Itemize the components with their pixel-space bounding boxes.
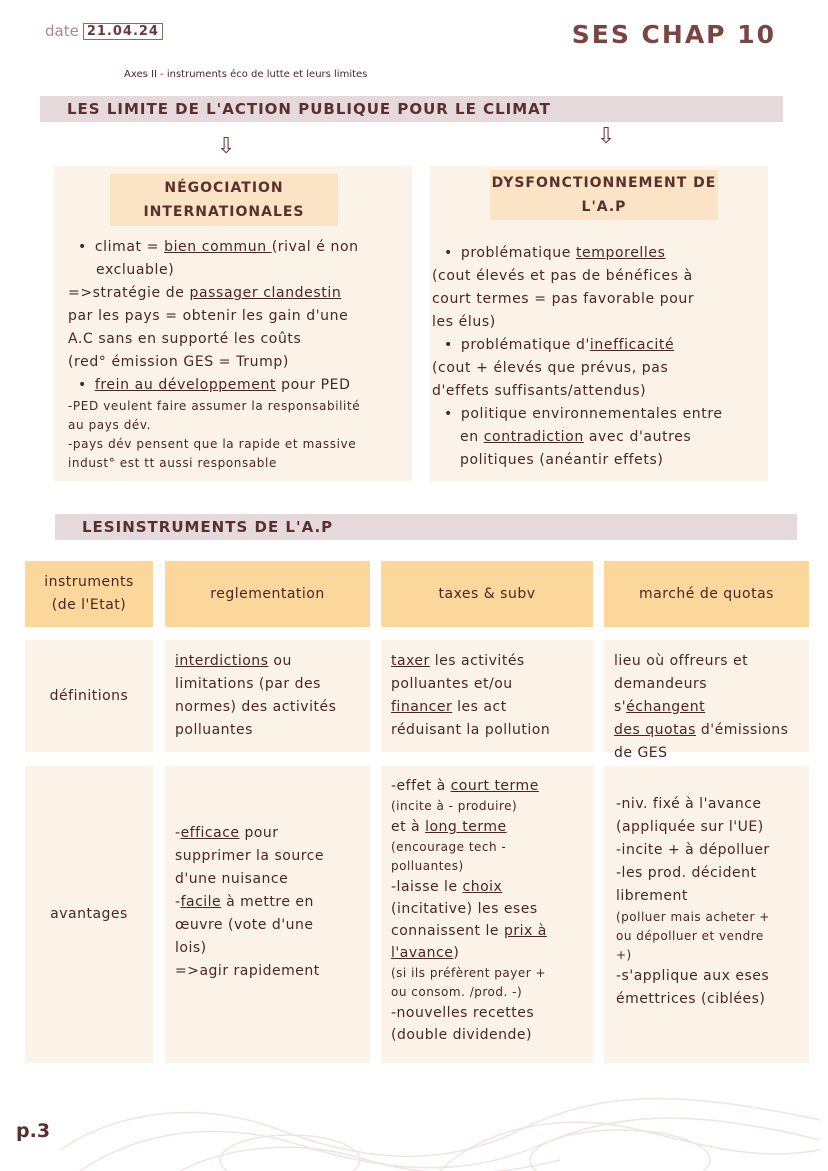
list-item: -PED veulent faire assumer la responsabilité bbox=[68, 399, 361, 413]
list-item: (cout élevés et pas de bénéfices à bbox=[432, 268, 693, 284]
section-title-instruments: LESINSTRUMENTS DE L'A.P bbox=[55, 514, 797, 540]
table-cell: lieu où offreurs et demandeurs s'échangent des quotas d'émissions de GES bbox=[604, 640, 809, 752]
list-item: • politique environnementales entre bbox=[432, 403, 766, 426]
chapter-title: SES CHAP 10 bbox=[571, 20, 776, 49]
list-item: en contradiction avec d'autres bbox=[460, 429, 692, 445]
table-cell: interdictions ou limitations (par des normes) des activités polluantes bbox=[165, 640, 370, 752]
axis-subtitle: Axes II - instruments éco de lutte et leurs limites bbox=[124, 69, 368, 80]
negotiation-title: NÉGOCIATION INTERNATIONALES bbox=[110, 174, 338, 226]
date-field bbox=[45, 22, 163, 40]
list-item: court termes = pas favorable pour bbox=[432, 291, 695, 307]
table-cell: -effet à court terme (incite à - produire) et à long terme (encourage tech - polluantes) -laisse le choix (incitative) les eses connaissent le prix à l'avance) (si ils préfèrent payer + ou consom. /prod. -) -nouvelles recettes (double dividende) bbox=[381, 766, 593, 1063]
list-item: • frein au développement pour PED bbox=[68, 374, 408, 397]
table-cell: -niv. fixé à l'avance (appliquée sur l'UE) -incite + à dépolluer -les prod. décident librement (polluer mais acheter + ou dépolluer et vendre +) -s'applique aux eses émettrices (ciblées) bbox=[604, 766, 809, 1063]
date-label: date bbox=[45, 22, 79, 40]
list-item: -pays dév pensent que la rapide et massive bbox=[68, 437, 357, 451]
list-item: (cout + élevés que prévus, pas bbox=[432, 360, 669, 376]
date-value: 21.04.24 bbox=[83, 23, 163, 40]
table-header-instruments: instruments (de l'Etat) bbox=[25, 561, 153, 627]
list-item: politiques (anéantir effets) bbox=[460, 452, 664, 468]
down-arrow-icon: ⇩ bbox=[217, 134, 236, 159]
list-item: • climat = bien commun (rival é non bbox=[68, 236, 408, 259]
table-cell: taxer les activités polluantes et/ou financer les act réduisant la pollution bbox=[381, 640, 593, 752]
list-item: au pays dév. bbox=[68, 418, 152, 432]
topographic-lines-decoration bbox=[60, 1090, 820, 1171]
list-item: • problématique d'inefficacité bbox=[432, 334, 766, 357]
list-item: A.C sans en supporté les coûts bbox=[68, 331, 302, 347]
list-item: d'effets suffisants/attendus) bbox=[432, 383, 647, 399]
table-cell: -efficace pour supprimer la source d'une nuisance -facile à mettre en œuvre (vote d'une lois) =>agir rapidement bbox=[165, 766, 370, 1063]
list-item: =>stratégie de passager clandestin bbox=[68, 285, 342, 301]
list-item: • problématique temporelles bbox=[432, 242, 766, 265]
list-item: excluable) bbox=[96, 262, 175, 278]
table-header-taxes: taxes & subv bbox=[381, 561, 593, 627]
negotiation-notes bbox=[68, 236, 408, 473]
dysfunction-notes bbox=[432, 242, 766, 472]
row-label-definitions: définitions bbox=[25, 640, 153, 752]
list-item: les élus) bbox=[432, 314, 496, 330]
table-header-reglementation: reglementation bbox=[165, 561, 370, 627]
page-number: p.3 bbox=[16, 1120, 51, 1142]
list-item: (red° émission GES = Trump) bbox=[68, 354, 289, 370]
dysfunction-title: DYSFONCTIONNEMENT DE L'A.P bbox=[490, 170, 718, 220]
down-arrow-icon: ⇩ bbox=[597, 124, 616, 149]
list-item: par les pays = obtenir les gain d'une bbox=[68, 308, 349, 324]
section-title-limits: LES LIMITE DE L'ACTION PUBLIQUE POUR LE CLIMAT bbox=[40, 96, 783, 122]
row-label-advantages: avantages bbox=[25, 766, 153, 1063]
list-item: indust° est tt aussi responsable bbox=[68, 456, 277, 470]
table-header-quotas: marché de quotas bbox=[604, 561, 809, 627]
